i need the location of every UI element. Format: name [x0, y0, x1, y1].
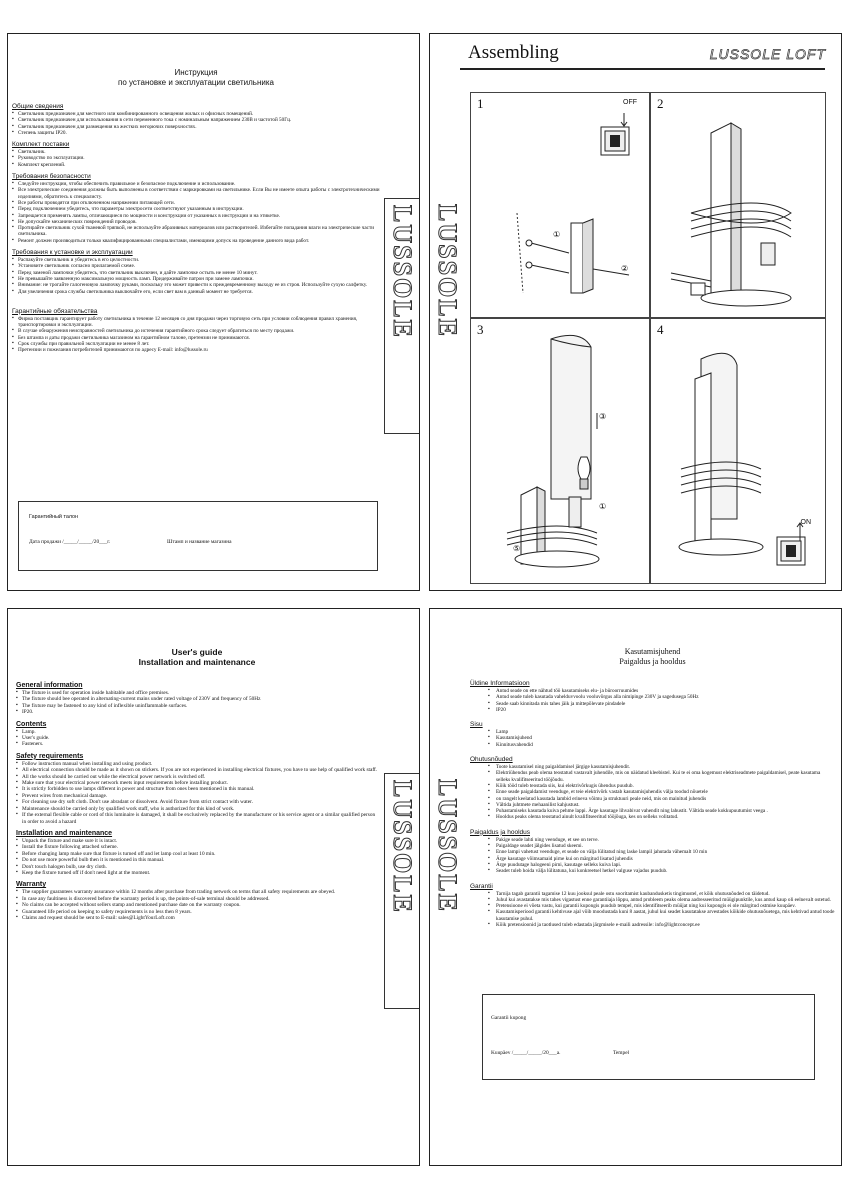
ru-safety-heading: Требования безопасности [12, 173, 91, 181]
step-3-diagram [471, 319, 649, 583]
et-contents-heading: Sisu [470, 721, 483, 729]
list-item: ▪ If the external flexible cable or cord of this luminaire is damaged, it shall be exclusively replaced by the manufacturer or his service agent or a similar qualified person in order to avoid a hazard [16, 812, 378, 825]
et-vertical-logo: LUSSOLE [433, 779, 462, 913]
list-item: ▪ Maintenance should be carried only by qualified work staff, who is authorized for this kind of work. [16, 806, 378, 812]
list-item: ▪ Guaranteed life period on keeping to safety requirements is no less then 8 years. [16, 909, 378, 915]
list-item: ▪ Antud seade on ette nähtud töö kasutamiseks elu- ja büroorruumides [470, 688, 835, 694]
list-item: ▪ Светильник предназначен для размещения на жестких негорючих поверхностях. [12, 124, 380, 130]
step-2 [650, 92, 826, 318]
list-item: ▪ Install the fixture following attached scheme. [16, 844, 378, 850]
et-general-list [470, 688, 835, 713]
asm-logo-strip [430, 198, 463, 434]
estonian-guide-panel [429, 608, 842, 1166]
list-item: ▪ Keep the fixture turned off if don't need light at the moment. [16, 870, 378, 876]
en-warranty-heading: Warranty [16, 881, 47, 889]
list-item: ▪ For cleaning use dry soft cloth. Don't use abradant or dissolvent. Avoid fixture from strict contact with water. [16, 799, 378, 805]
list-item: ▪ Follow instruction manual when installing and using product. [16, 761, 378, 767]
on-label: ON [800, 519, 811, 526]
fixture-body-icon [671, 123, 791, 306]
list-item: ▪ Lamp [470, 729, 835, 735]
callout-4: ① [599, 502, 607, 511]
et-warranty-heading: Garantii [470, 882, 493, 890]
list-item: ▪ No claims can be accepted without sellers stamp and mentioned purchase date on the warranty coupon. [16, 902, 378, 908]
list-item: ▪ Перед подключением убедитесь, что параметры электросети соответствуют указанным в инструкции. [12, 206, 380, 212]
step-4-diagram [651, 319, 825, 583]
et-coupon-stamp: Tempel [613, 1050, 630, 1056]
list-item: ▪ Срок службы при правильной эксплуатации не менее 8 лет. [12, 341, 380, 347]
list-item: ▪ Все работы проводятся при отключенном напряжении питающей сети. [12, 200, 380, 206]
step-2-diagram [651, 93, 825, 317]
off-label: OFF [623, 99, 637, 106]
list-item: ▪ Распакуйте светильник и убедитесь в его целостности. [12, 257, 380, 263]
assembling-title: Assembling [468, 42, 559, 63]
list-item: ▪ Enne seade paigaldamist veenduge, et teie elektrivõrk vastab kasutamisjuhendis välja toodud nõuetele [470, 789, 835, 795]
en-safety-list [16, 761, 378, 825]
ru-install-heading: Требования к установке и эксплуатации [12, 249, 133, 257]
list-item: ▪ Ärge puudutage halogeeni pirni, kasutage selleks kuiva lapi. [470, 862, 835, 868]
list-item: ▪ Kõik pretensioonid ja taotlused tuleb edastada järgmisele e-maili aadressile: info@lightconcept.ee [470, 922, 835, 928]
list-item: ▪ Before changing lamp make sure that fixture is turned off and let lamp cool at least 10 min. [16, 851, 378, 857]
en-title-1: User's guide [171, 647, 223, 657]
et-title-2: Paigaldus ja hooldus [619, 657, 686, 666]
list-item: ▪ Фирма поставщик гарантирует работу светильника в течение 12 месяцев со дня продажи через торговую сеть при условии соблюдения правил хранения, транспортировки и эксплуатации. [12, 316, 380, 329]
list-item: ▪ In case any faultiness is discovered before the warranty period is up, the points-of-sale terminal should be addressed. [16, 896, 378, 902]
list-item: ▪ Для увеличения срока службы светильника выключайте его, если свет вам в данный момент не требуется. [12, 289, 380, 295]
et-safety-heading: Ohutusnõuded [470, 756, 513, 764]
list-item: ▪ Протирайте светильник сухой тканевой тряпкой, не используйте абразивных материалов или растворителей. Избегайте попадания влаги на электрические части светильника. [12, 225, 380, 238]
callout-1: ① [553, 230, 561, 239]
brand-logo: LUSSOLE LOFT [709, 46, 826, 62]
step-3 [470, 318, 650, 584]
ru-coupon-date: Дата продажи /_____/_____/20___г. [29, 539, 111, 545]
en-vertical-logo: LUSSOLE [388, 780, 417, 914]
list-item: ▪ Seadet tuleb hoida välja lülitatuna, kui konkreetsel hetkel valguse vajadus puudub. [470, 868, 835, 874]
list-item: ▪ Без штампа и даты продажи светильника магазином на гарантийном талоне, претензии не принимаются. [12, 335, 380, 341]
et-contents-list [470, 729, 835, 748]
et-install-heading: Paigaldus ja hooldus [470, 828, 530, 836]
list-item: ▪ Claims and request should be sent to E-mail: sales@LightYourLoft.com [16, 915, 378, 921]
callout-5: ⑤ [513, 544, 521, 553]
en-contents-heading: Contents [16, 720, 47, 728]
en-contents-list [16, 729, 378, 748]
list-item: ▪ Elektriühendus peab olema teostatud vastavalt juhendile, mis on näidatud kleebistel. Kui te ei oma kogemust elektriseadmete paigaldamisel, peate kasutama selleks kvalifitseeritud tööjõudu. [470, 770, 835, 783]
list-item: ▪ Комплект креплений. [12, 162, 380, 168]
ru-warranty-heading: Гарантийные обязательства [12, 307, 98, 315]
list-item: ▪ Seade saab kinnitada mis tahes jäik ja mittepõlevate pindadele [470, 701, 835, 707]
step-4 [650, 318, 826, 584]
ru-warranty-coupon [18, 501, 378, 571]
list-item: ▪ User's guide. [16, 735, 378, 741]
step-4-number: 4 [657, 322, 664, 337]
list-item: ▪ The supplier guarantees warranty assurance within 12 months after purchase from trading network on terms that all safety requirements are obeyed. [16, 889, 378, 895]
en-general-heading: General information [16, 682, 83, 689]
list-item: ▪ Kõik tööd tuleb teostada siis, kui elektrivõrkugis ühendus puudub. [470, 783, 835, 789]
list-item: ▪ Tarnija tagab garantii tagamise 12 kuu jooksul peale ostu sooritamist kaubandusketis tingimustel, et kõik ohutusnõuded on täidetud. [470, 891, 835, 897]
ru-install-list [12, 257, 380, 295]
et-warranty-list [470, 891, 835, 929]
ru-warranty-list [12, 316, 380, 354]
callout-2: ② [621, 264, 629, 273]
step-1-number: 1 [477, 96, 484, 111]
list-item: ▪ Juhul kui avastatakse mis tahes vigastust enne garantiiaja lõppu, antud probleem peaks olema aadresseeritud müügipunktile, kus antud kaup oli eelnevalt ostetud. [470, 897, 835, 903]
list-item: ▪ Prevent wires from mechanical damage. [16, 793, 378, 799]
list-item: ▪ The fixture should bee operated in alternating-current mains under rated voltage of 230V and frequency of 50Hz [16, 696, 378, 702]
ru-title-1: Инструкция [174, 68, 218, 77]
russian-instruction-panel [7, 33, 420, 591]
list-item: ▪ Руководство по эксплуатации. [12, 155, 380, 161]
list-item: ▪ Don't touch halogen bulb, use dry cloth. [16, 864, 378, 870]
list-item: ▪ Make sure that your electrical power network meets input requirements before installing product. [16, 780, 378, 786]
list-item: ▪ Ärge kasutage võimsamaid pirne kui on märgitud lisatud juhendis [470, 856, 835, 862]
list-item: ▪ Toote kasutamisel ning paigaldamisel järgige kasutamisjuhendit. [470, 764, 835, 770]
list-item: ▪ Установите светильник согласно прилагаемой схеме. [12, 263, 380, 269]
list-item: ▪ The fixture may be fastened to any kind of inflexible uninflammable surfaces. [16, 703, 378, 709]
et-general-heading: Üldine Informatsioon [470, 680, 530, 687]
en-safety-heading: Safety requirements [16, 752, 84, 760]
list-item: ▪ Unpack the fixture and make sure it is intact. [16, 838, 378, 844]
en-install-heading: Installation and maintenance [16, 829, 113, 837]
list-item: ▪ Kasutamisperiood garantii kehtivuse ajal võib moodustada kuni 8 aastat, juhul kui seadet kasutatakse arvestades kõikide ohutusnõuetega, mis kehtivad antud toode kasutamise puhul. [470, 909, 835, 922]
ru-coupon-title: Гарантийный талон [29, 514, 79, 520]
ru-general-list [12, 111, 380, 136]
list-item: ▪ В случае обнаружения неисправностей светильника до истечения гарантийного срока следует обратиться по месту продажи. [12, 328, 380, 334]
list-item: ▪ Do not use more powerful bulb then it is mentioned in this manual. [16, 857, 378, 863]
list-item: ▪ Внимание: не трогайте галогеновую лампочку руками, поскольку это может привести к преждевременному выходу ее из строя. Используйте сухую салфетку. [12, 282, 380, 288]
ru-vertical-logo: LUSSOLE [388, 205, 417, 339]
en-title-2: Installation and maintenance [138, 657, 256, 667]
list-item: ▪ Pretensioone ei võeta vastu, kui garantii kupongis puudub tempel, mis identifitseerib müüjat ning kui kupongis ei ole märgitud ostmise kuupäev. [470, 903, 835, 909]
list-item: ▪ Fasteners. [16, 741, 378, 747]
list-item: ▪ Степень защиты IP20. [12, 130, 380, 136]
ru-safety-list [12, 181, 380, 244]
list-item: ▪ Светильник предназначен для использования в сети переменного тока с номинальным напряжением 230В и частотой 50Гц. [12, 117, 380, 123]
ru-contents-list [12, 149, 380, 168]
switch-off-icon [601, 113, 629, 155]
wall-bracket-icon [517, 213, 629, 293]
list-item: ▪ Не превышайте заявленную максимальную мощность ламп. Придерживайте патрон при замене лампочки. [12, 276, 380, 282]
bulb-icon [578, 457, 590, 489]
list-item: ▪ Ремонт должен производиться только квалифицированными специалистами, имеющими допуск на проведение данного вида работ. [12, 238, 380, 244]
et-warranty-coupon [482, 994, 815, 1080]
assembling-panel [429, 33, 842, 591]
assembled-lamp-icon [679, 353, 763, 555]
list-item: ▪ Lamp. [16, 729, 378, 735]
list-item: ▪ All the works should be carried out while the electrical power network is switched off. [16, 774, 378, 780]
list-item: ▪ The fixture is used for operation inside habitable and office premises. [16, 690, 378, 696]
en-general-list [16, 690, 378, 716]
list-item: ▪ Не допускайте механических повреждений проводов. [12, 219, 380, 225]
title-rule [460, 68, 825, 70]
list-item: ▪ Kinnitusvahendid [470, 742, 835, 748]
ru-logo-box [384, 198, 420, 434]
list-item: ▪ Vältida juhtmete mehaanilist kahjustust. [470, 802, 835, 808]
list-item: ▪ Hooldus peaks olema teostatud ainult kvalifitseeritud tööjõuga, kes on selleks volitatud. [470, 814, 835, 820]
step-3-number: 3 [477, 322, 484, 337]
list-item: ▪ on rangelt keelatud kasutada lambid erineva võimu ja struktuuri peale neid, mis on mainitud juhendis [470, 796, 835, 802]
switch-on-icon [777, 523, 805, 565]
step-2-number: 2 [657, 96, 664, 111]
en-warranty-list [16, 889, 378, 921]
en-install-list [16, 838, 378, 876]
step-1-diagram [471, 93, 649, 317]
en-logo-box [384, 773, 420, 1009]
list-item: ▪ Pakige seade lahti ning veenduge, et see on terve. [470, 837, 835, 843]
et-title-1: Kasutamisjuhend [624, 647, 681, 656]
list-item: ▪ IP20. [16, 709, 378, 715]
list-item: ▪ It is strictly forbidden to use lamps different in power and structure from ones been mentioned in this manual. [16, 786, 378, 792]
ru-title-2: по установке и эксплуатации светильника [118, 78, 274, 87]
callout-3: ③ [599, 412, 607, 421]
et-install-list [470, 837, 835, 875]
step-1 [470, 92, 650, 318]
list-item: ▪ Перед заменой лампочки убедитесь, что светильник выключен, и дайте лампочке остыть не менее 10 минут. [12, 270, 380, 276]
asm-vertical-logo: LUSSOLE [433, 204, 462, 338]
et-logo-strip [430, 773, 463, 1009]
list-item: ▪ Все электрические соединения должны быть выполнены в соответствии с маркировками на светильнике. Если Вы не имеете опыта работы с электротехническими изделиями, обратитесь к специалисту. [12, 187, 380, 200]
list-item: ▪ Светильник. [12, 149, 380, 155]
list-item: ▪ IP20 [470, 707, 835, 713]
list-item: ▪ Enne lampi vahetust veenduge, et seade on välja lülitatud ning laske lampil jahutada vähemalt 10 min [470, 849, 835, 855]
english-guide-panel [7, 608, 420, 1166]
list-item: ▪ All electrical connection should be made as it shown on stickers. If you are not experienced in installing electrical fixtures, you have to use help of qualified work staff. [16, 767, 378, 773]
list-item: ▪ Paigaldage seadet jälgides lisatud skeemi. [470, 843, 835, 849]
ru-general-heading: Общие сведения [12, 103, 64, 110]
ru-coupon-stamp: Штамп и название магазина [167, 539, 232, 545]
list-item: ▪ Запрещается применять лампы, отличающиеся по мощности и конструкции от указанных в инструкции и на этикетке. [12, 213, 380, 219]
et-coupon-date: Kuupäev /_____/_____/20___a. [491, 1050, 561, 1056]
list-item: ▪ Светильник предназначен для местного или комбинированного освещения жилых и офисных помещений. [12, 111, 380, 117]
ru-contents-heading: Комплект поставки [12, 141, 70, 149]
list-item: ▪ Puhastamiseks kasutada kuiva pehme lappi. Ärge kasutage lihvabivat vahendit ning lahustit. Vältida seade kokkupuutumist veega . [470, 808, 835, 814]
list-item: ▪ Претензии и пожелания потребителей принимаются по адресу E-mail: info@lussole.ru [12, 347, 380, 353]
et-coupon-title: Garantii kupong [491, 1015, 527, 1021]
list-item: ▪ Следуйте инструкции, чтобы обеспечить правильное и безопасное подключение и использование. [12, 181, 380, 187]
et-safety-list [470, 764, 835, 821]
list-item: ▪ Kasutamisjuhend [470, 735, 835, 741]
list-item: ▪ Antud seade tuleb kasutada vahelduvvoolu vooluvõrgus alla nimipinge 230V ja sagedusega 50Hz [470, 694, 835, 700]
